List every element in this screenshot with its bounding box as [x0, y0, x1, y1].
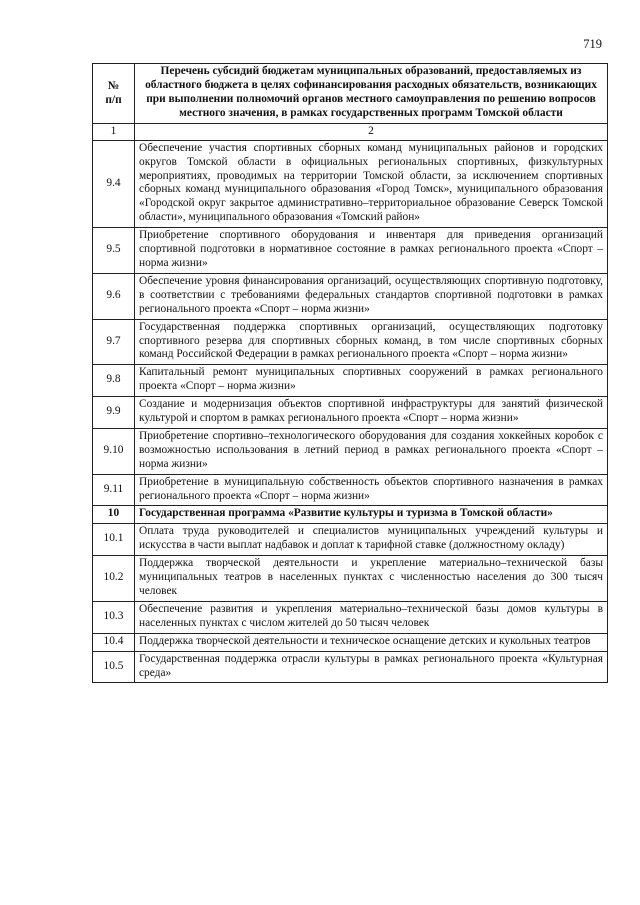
subsidies-table [92, 63, 608, 683]
row-index: 10.2 [93, 556, 135, 602]
row-text: Приобретение спортивного оборудования и инвентаря для приведения организаций спортивной подготовки в нормативное состояние в рамках регионального проекта «Спорт – норма жизни» [135, 228, 608, 274]
table-row [93, 397, 608, 429]
row-index: 9.5 [93, 228, 135, 274]
page-number: 719 [583, 37, 602, 51]
column-number-2: 2 [135, 123, 608, 140]
column-number-1: 1 [93, 123, 135, 140]
row-text: Поддержка творческой деятельности и техническое оснащение детских и кукольных театров [135, 633, 608, 651]
row-text: Обеспечение уровня финансирования организаций, осуществляющих спортивную подготовку, в соответствии с требованиями федеральных стандартов спортивной подготовки в рамках регионального проекта «Спорт – норма жизни» [135, 273, 608, 319]
table-row [93, 633, 608, 651]
row-index: 9.6 [93, 273, 135, 319]
row-index: 9.11 [93, 474, 135, 506]
table-row [93, 601, 608, 633]
row-index: 10.1 [93, 524, 135, 556]
row-index: 9.8 [93, 365, 135, 397]
row-index: 10.4 [93, 633, 135, 651]
table-header-row [93, 64, 608, 124]
row-index: 10.5 [93, 651, 135, 683]
row-text: Создание и модернизация объектов спортивной инфраструктуры для занятий физической культурой и спортом в рамках регионального проекта «Спорт – норма жизни» [135, 397, 608, 429]
row-text: Поддержка творческой деятельности и укрепление материально–технической базы муниципальных театров в населенных пунктах с численностью населения до 300 тысяч человек [135, 556, 608, 602]
table-row [93, 273, 608, 319]
row-index: 9.9 [93, 397, 135, 429]
table-row [93, 428, 608, 474]
table-row [93, 556, 608, 602]
row-index: 10.3 [93, 601, 135, 633]
table-row [93, 524, 608, 556]
program-title: Государственная программа «Развитие культуры и туризма в Томской области» [135, 506, 608, 524]
row-index: 9.10 [93, 428, 135, 474]
row-text: Государственная поддержка отрасли культуры в рамках регионального проекта «Культурная среда» [135, 651, 608, 683]
row-text: Государственная поддержка спортивных организаций, осуществляющих подготовку спортивного резерва для спортивных сборных команд, в том числе спортивных сборных команд Российской Федерации в рамках регионального проекта «Спорт – норма жизни» [135, 319, 608, 365]
table-row [93, 474, 608, 506]
table-row [93, 651, 608, 683]
row-index: 9.7 [93, 319, 135, 365]
table-row [93, 228, 608, 274]
program-heading-row [93, 506, 608, 524]
header-number-label: № п/п [93, 64, 135, 124]
row-text: Обеспечение развития и укрепления материально–технической базы домов культуры в населенных пунктах с числом жителей до 50 тысяч человек [135, 601, 608, 633]
header-title: Перечень субсидий бюджетам муниципальных образований, предоставляемых из областного бюджета в целях софинансирования расходных обязательств, возникающих при выполнении полномочий органов местного самоуправления по решению вопросов местного значения, в рамках государственных программ Томской области [135, 64, 608, 124]
row-text: Оплата труда руководителей и специалистов муниципальных учреждений культуры и искусства в части выплат надбавок и доплат к тарифной ставке (должностному окладу) [135, 524, 608, 556]
table-row [93, 319, 608, 365]
row-index: 9.4 [93, 140, 135, 227]
table-row [93, 140, 608, 227]
column-numbers-row [93, 123, 608, 140]
table-row [93, 365, 608, 397]
row-text: Капитальный ремонт муниципальных спортивных сооружений в рамках регионального проекта «Спорт – норма жизни» [135, 365, 608, 397]
row-text: Обеспечение участия спортивных сборных команд муниципальных районов и городских округов Томской области в официальных региональных спортивных, физкультурных мероприятиях, проводимых на территории Томской области, за исключением спортивных сборных команд муниципального образования «Город Томск», муниципального образования «Городской округ закрытое административно–территориальное образование Северск Томской области», муниципального образования «Томский район» [135, 140, 608, 227]
program-index: 10 [93, 506, 135, 524]
row-text: Приобретение в муниципальную собственность объектов спортивного назначения в рамках регионального проекта «Спорт – норма жизни» [135, 474, 608, 506]
row-text: Приобретение спортивно–технологического оборудования для создания хоккейных коробок с возможностью использования в летний период в рамках регионального проекта «Спорт – норма жизни» [135, 428, 608, 474]
